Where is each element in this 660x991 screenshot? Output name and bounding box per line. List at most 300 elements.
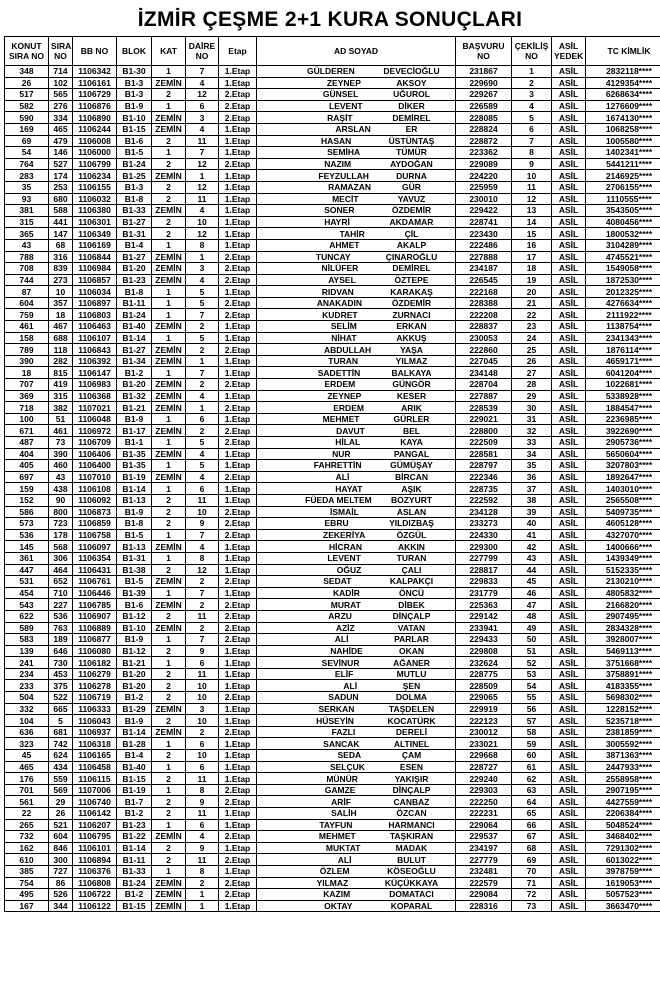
cell-blok: B1-31: [117, 228, 152, 240]
cell-sira-no: 73: [49, 437, 73, 449]
cell-konut-sira-no: 543: [5, 599, 49, 611]
cell-bb-no: 1106873: [73, 506, 117, 518]
table-row: [5, 471, 660, 483]
cell-kat: ZEMİN: [152, 425, 186, 437]
cell-etap: 2.Etap: [219, 263, 257, 275]
cell-sira-no: 118: [49, 344, 73, 356]
cell-etap: 1.Etap: [219, 738, 257, 750]
cell-tc-kimlik: 1403010****: [586, 483, 660, 495]
cell-blok: B1-38: [117, 564, 152, 576]
cell-ad-soyad: [257, 344, 456, 356]
table-row: [5, 367, 660, 379]
cell-asil-yedek: ASİL: [552, 865, 586, 877]
cell-asil-yedek: ASİL: [552, 831, 586, 843]
cell-sira-no: 559: [49, 773, 73, 785]
cell-konut-sira-no: 718: [5, 402, 49, 414]
cell-asil-yedek: ASİL: [552, 494, 586, 506]
cell-ad-soyad: [257, 599, 456, 611]
first-name: SELÇUK: [329, 761, 365, 772]
cell-daire-no: 11: [186, 773, 219, 785]
cell-konut-sira-no: 162: [5, 842, 49, 854]
cell-sira-no: 714: [49, 66, 73, 78]
cell-cekilis-no: 37: [512, 483, 552, 495]
table-row: [5, 158, 660, 170]
table-row: [5, 564, 660, 576]
table-row: [5, 842, 660, 854]
cell-konut-sira-no: 707: [5, 379, 49, 391]
first-name: RIDVAN: [321, 286, 354, 297]
first-name: ANAKADIN: [316, 298, 363, 309]
last-name: GÜRLER: [393, 414, 430, 425]
cell-sira-no: 569: [49, 784, 73, 796]
cell-daire-no: 4: [186, 274, 219, 286]
last-name: ÖZDEMİR: [391, 298, 432, 309]
table-row: [5, 135, 660, 147]
cell-basvuru-no: 227045: [456, 355, 512, 367]
cell-cekilis-no: 70: [512, 865, 552, 877]
cell-cekilis-no: 19: [512, 274, 552, 286]
cell-daire-no: 12: [186, 181, 219, 193]
cell-konut-sira-no: 139: [5, 645, 49, 657]
cell-bb-no: 1106349: [73, 228, 117, 240]
cell-blok: B1-3: [117, 77, 152, 89]
cell-konut-sira-no: 145: [5, 541, 49, 553]
cell-konut-sira-no: 517: [5, 89, 49, 101]
table-row: [5, 483, 660, 495]
cell-blok: B1-2: [117, 367, 152, 379]
cell-bb-no: 1106161: [73, 77, 117, 89]
cell-asil-yedek: ASİL: [552, 448, 586, 460]
cell-blok: B1-10: [117, 622, 152, 634]
last-name: ÖZTEPE: [394, 274, 429, 285]
table-row: [5, 239, 660, 251]
cell-bb-no: 1106758: [73, 529, 117, 541]
cell-kat: 1: [152, 437, 186, 449]
cell-sira-no: 357: [49, 297, 73, 309]
cell-asil-yedek: ASİL: [552, 738, 586, 750]
cell-asil-yedek: ASİL: [552, 77, 586, 89]
cell-tc-kimlik: 5057523****: [586, 889, 660, 901]
cell-etap: 1.Etap: [219, 216, 257, 228]
last-name: ÖNCÜ: [398, 588, 425, 599]
cell-daire-no: 12: [186, 564, 219, 576]
first-name: MEHMET: [318, 831, 356, 842]
last-name: VATAN: [397, 622, 426, 633]
cell-etap: 1.Etap: [219, 541, 257, 553]
first-name: FAHRETTİN: [313, 460, 362, 471]
cell-etap: 1.Etap: [219, 367, 257, 379]
cell-etap: 1.Etap: [219, 239, 257, 251]
table-row: [5, 112, 660, 124]
cell-asil-yedek: ASİL: [552, 552, 586, 564]
cell-konut-sira-no: 636: [5, 726, 49, 738]
cell-tc-kimlik: 4805832****: [586, 587, 660, 599]
table-row: [5, 610, 660, 622]
cell-asil-yedek: ASİL: [552, 181, 586, 193]
cell-ad-soyad: [257, 819, 456, 831]
cell-cekilis-no: 8: [512, 147, 552, 159]
cell-bb-no: 1107010: [73, 471, 117, 483]
cell-sira-no: 479: [49, 135, 73, 147]
cell-kat: 1: [152, 286, 186, 298]
cell-konut-sira-no: 233: [5, 680, 49, 692]
table-row: [5, 622, 660, 634]
cell-basvuru-no: 225959: [456, 181, 512, 193]
cell-sira-no: 464: [49, 564, 73, 576]
first-name: TURAN: [328, 356, 359, 367]
cell-basvuru-no: 228817: [456, 564, 512, 576]
cell-daire-no: 7: [186, 147, 219, 159]
cell-konut-sira-no: 69: [5, 135, 49, 147]
cell-konut-sira-no: 610: [5, 854, 49, 866]
cell-sira-no: 815: [49, 367, 73, 379]
cell-cekilis-no: 7: [512, 135, 552, 147]
cell-kat: ZEMİN: [152, 703, 186, 715]
cell-kat: 1: [152, 413, 186, 425]
cell-asil-yedek: ASİL: [552, 819, 586, 831]
cell-ad-soyad: [257, 367, 456, 379]
table-row: [5, 761, 660, 773]
cell-sira-no: 465: [49, 123, 73, 135]
cell-bb-no: 1106785: [73, 599, 117, 611]
cell-cekilis-no: 49: [512, 622, 552, 634]
cell-cekilis-no: 65: [512, 808, 552, 820]
cell-cekilis-no: 13: [512, 205, 552, 217]
cell-asil-yedek: ASİL: [552, 216, 586, 228]
cell-tc-kimlik: 2206384****: [586, 808, 660, 820]
cell-basvuru-no: 229433: [456, 634, 512, 646]
cell-daire-no: 5: [186, 437, 219, 449]
cell-kat: ZEMİN: [152, 274, 186, 286]
cell-sira-no: 26: [49, 808, 73, 820]
cell-blok: B1-5: [117, 576, 152, 588]
cell-kat: 1: [152, 66, 186, 78]
cell-tc-kimlik: 2558958****: [586, 773, 660, 785]
cell-tc-kimlik: 5650604****: [586, 448, 660, 460]
cell-asil-yedek: ASİL: [552, 842, 586, 854]
cell-ad-soyad: [257, 668, 456, 680]
cell-sira-no: 800: [49, 506, 73, 518]
cell-kat: 1: [152, 552, 186, 564]
first-name: HAYAT: [335, 483, 363, 494]
cell-konut-sira-no: 22: [5, 808, 49, 820]
cell-asil-yedek: ASİL: [552, 599, 586, 611]
table-row: [5, 309, 660, 321]
cell-bb-no: 1106392: [73, 355, 117, 367]
cell-tc-kimlik: 3871363****: [586, 750, 660, 762]
cell-daire-no: 6: [186, 483, 219, 495]
cell-asil-yedek: ASİL: [552, 750, 586, 762]
cell-kat: ZEMİN: [152, 471, 186, 483]
last-name: AKKUŞ: [396, 332, 427, 343]
cell-kat: ZEMİN: [152, 448, 186, 460]
cell-kat: ZEMİN: [152, 900, 186, 912]
cell-etap: 1.Etap: [219, 77, 257, 89]
cell-tc-kimlik: 1800532****: [586, 228, 660, 240]
cell-daire-no: 10: [186, 692, 219, 704]
cell-kat: 2: [152, 808, 186, 820]
cell-konut-sira-no: 369: [5, 390, 49, 402]
cell-blok: B1-27: [117, 251, 152, 263]
cell-kat: 2: [152, 610, 186, 622]
table-row: [5, 228, 660, 240]
first-name: SANCAK: [323, 738, 360, 749]
cell-daire-no: 1: [186, 355, 219, 367]
cell-kat: ZEMİN: [152, 355, 186, 367]
first-name: ELİF: [334, 669, 354, 680]
cell-kat: 2: [152, 216, 186, 228]
cell-etap: 1.Etap: [219, 819, 257, 831]
cell-basvuru-no: 226545: [456, 274, 512, 286]
last-name: DURNA: [396, 170, 427, 181]
cell-blok: B1-22: [117, 831, 152, 843]
cell-asil-yedek: ASİL: [552, 518, 586, 530]
cell-kat: ZEMİN: [152, 205, 186, 217]
cell-daire-no: 2: [186, 599, 219, 611]
cell-asil-yedek: ASİL: [552, 657, 586, 669]
cell-sira-no: 536: [49, 610, 73, 622]
cell-bb-no: 1106808: [73, 877, 117, 889]
last-name: PANGAL: [393, 448, 430, 459]
cell-sira-no: 441: [49, 216, 73, 228]
cell-kat: 2: [152, 750, 186, 762]
cell-ad-soyad: [257, 657, 456, 669]
cell-tc-kimlik: 4659171****: [586, 355, 660, 367]
cell-blok: B1-12: [117, 610, 152, 622]
table-row: [5, 147, 660, 159]
cell-basvuru-no: 231867: [456, 66, 512, 78]
cell-konut-sira-no: 697: [5, 471, 49, 483]
table-row: [5, 738, 660, 750]
cell-ad-soyad: [257, 332, 456, 344]
cell-tc-kimlik: 1138754****: [586, 321, 660, 333]
table-row: [5, 831, 660, 843]
cell-sira-no: 453: [49, 668, 73, 680]
cell-tc-kimlik: 3005592****: [586, 738, 660, 750]
cell-blok: B1-35: [117, 460, 152, 472]
cell-asil-yedek: ASİL: [552, 460, 586, 472]
first-name: SEMİHA: [327, 147, 361, 158]
cell-tc-kimlik: 1276609****: [586, 100, 660, 112]
cell-daire-no: 12: [186, 228, 219, 240]
cell-blok: B1-11: [117, 297, 152, 309]
cell-basvuru-no: 229142: [456, 610, 512, 622]
table-row: [5, 181, 660, 193]
cell-basvuru-no: 222231: [456, 808, 512, 820]
cell-basvuru-no: 233941: [456, 622, 512, 634]
last-name: DİKER: [398, 101, 425, 112]
cell-tc-kimlik: 1022681****: [586, 379, 660, 391]
cell-basvuru-no: 222579: [456, 877, 512, 889]
cell-etap: 2.Etap: [219, 297, 257, 309]
cell-tc-kimlik: 4745521****: [586, 251, 660, 263]
cell-bb-no: 1106278: [73, 680, 117, 692]
cell-bb-no: 1106380: [73, 205, 117, 217]
cell-etap: 2.Etap: [219, 251, 257, 263]
cell-basvuru-no: 233273: [456, 518, 512, 530]
cell-cekilis-no: 26: [512, 355, 552, 367]
cell-ad-soyad: [257, 402, 456, 414]
first-name: RAŞİT: [327, 112, 353, 123]
cell-sira-no: 253: [49, 181, 73, 193]
first-name: TUNCAY: [315, 251, 351, 262]
cell-blok: B1-40: [117, 321, 152, 333]
cell-basvuru-no: 224330: [456, 529, 512, 541]
cell-daire-no: 8: [186, 865, 219, 877]
table-row: [5, 274, 660, 286]
cell-blok: B1-14: [117, 842, 152, 854]
cell-sira-no: 51: [49, 413, 73, 425]
cell-cekilis-no: 73: [512, 900, 552, 912]
first-name: FEYZULLAH: [318, 170, 369, 181]
cell-daire-no: 11: [186, 668, 219, 680]
cell-tc-kimlik: 1228152****: [586, 703, 660, 715]
cell-etap: 2.Etap: [219, 471, 257, 483]
cell-ad-soyad: [257, 541, 456, 553]
cell-sira-no: 276: [49, 100, 73, 112]
cell-kat: 1: [152, 483, 186, 495]
cell-blok: B1-33: [117, 865, 152, 877]
cell-blok: B1-4: [117, 750, 152, 762]
cell-sira-no: 316: [49, 251, 73, 263]
cell-sira-no: 723: [49, 518, 73, 530]
first-name: OKTAY: [324, 901, 353, 912]
cell-cekilis-no: 48: [512, 610, 552, 622]
cell-bb-no: 1106719: [73, 692, 117, 704]
cell-kat: ZEMİN: [152, 379, 186, 391]
cell-tc-kimlik: 3758891****: [586, 668, 660, 680]
cell-blok: B1-35: [117, 448, 152, 460]
last-name: ER: [405, 124, 418, 135]
cell-kat: 2: [152, 181, 186, 193]
cell-konut-sira-no: 390: [5, 355, 49, 367]
cell-sira-no: 604: [49, 831, 73, 843]
cell-bb-no: 1106857: [73, 274, 117, 286]
cell-daire-no: 9: [186, 518, 219, 530]
last-name: MUTLU: [396, 669, 427, 680]
first-name: MECİT: [332, 193, 359, 204]
cell-konut-sira-no: 708: [5, 263, 49, 275]
cell-etap: 1.Etap: [219, 900, 257, 912]
table-row: [5, 657, 660, 669]
cell-tc-kimlik: 2146925****: [586, 170, 660, 182]
cell-ad-soyad: [257, 854, 456, 866]
cell-sira-no: 282: [49, 355, 73, 367]
last-name: CANBAZ: [393, 796, 430, 807]
cell-cekilis-no: 9: [512, 158, 552, 170]
cell-kat: ZEMİN: [152, 112, 186, 124]
cell-konut-sira-no: 159: [5, 483, 49, 495]
cell-basvuru-no: 228388: [456, 297, 512, 309]
first-name: MUKTAT: [325, 843, 361, 854]
cell-konut-sira-no: 332: [5, 703, 49, 715]
cell-konut-sira-no: 759: [5, 309, 49, 321]
cell-sira-no: 460: [49, 460, 73, 472]
cell-basvuru-no: 228775: [456, 668, 512, 680]
cell-blok: B1-7: [117, 796, 152, 808]
cell-basvuru-no: 228316: [456, 900, 512, 912]
cell-daire-no: 4: [186, 448, 219, 460]
cell-tc-kimlik: 1439349****: [586, 552, 660, 564]
table-row: [5, 437, 660, 449]
table-row: [5, 66, 660, 78]
cell-blok: B1-3: [117, 181, 152, 193]
cell-tc-kimlik: 2166820****: [586, 599, 660, 611]
cell-etap: 2.Etap: [219, 796, 257, 808]
cell-basvuru-no: 228539: [456, 402, 512, 414]
cell-sira-no: 839: [49, 263, 73, 275]
last-name: BOZYURT: [390, 495, 433, 506]
last-name: PARLAR: [394, 634, 429, 645]
cell-kat: ZEMİN: [152, 344, 186, 356]
table-row: [5, 506, 660, 518]
cell-tc-kimlik: 5698302****: [586, 692, 660, 704]
table-row: [5, 460, 660, 472]
cell-konut-sira-no: 26: [5, 77, 49, 89]
cell-daire-no: 2: [186, 877, 219, 889]
cell-etap: 1.Etap: [219, 135, 257, 147]
cell-bb-no: 1106301: [73, 216, 117, 228]
cell-bb-no: 1106008: [73, 135, 117, 147]
cell-bb-no: 1106092: [73, 494, 117, 506]
cell-blok: B1-20: [117, 668, 152, 680]
last-name: ÖZCAN: [396, 808, 427, 819]
last-name: KOPARAL: [390, 901, 433, 912]
cell-bb-no: 1106034: [73, 286, 117, 298]
cell-daire-no: 10: [186, 216, 219, 228]
cell-blok: B1-9: [117, 634, 152, 646]
cell-asil-yedek: ASİL: [552, 668, 586, 680]
first-name: GÜLDEREN: [307, 66, 355, 77]
cell-ad-soyad: [257, 66, 456, 78]
cell-ad-soyad: [257, 610, 456, 622]
header-tc-kimlik: TC KİMLİK: [586, 37, 660, 66]
cell-sira-no: 375: [49, 680, 73, 692]
cell-tc-kimlik: 1674130****: [586, 112, 660, 124]
cell-asil-yedek: ASİL: [552, 147, 586, 159]
table-row: [5, 321, 660, 333]
cell-basvuru-no: 222486: [456, 239, 512, 251]
cell-bb-no: 1106169: [73, 239, 117, 251]
cell-tc-kimlik: 1400666****: [586, 541, 660, 553]
last-name: ASLAN: [396, 506, 427, 517]
cell-konut-sira-no: 461: [5, 321, 49, 333]
cell-etap: 2.Etap: [219, 100, 257, 112]
cell-etap: 1.Etap: [219, 564, 257, 576]
cell-blok: B1-9: [117, 100, 152, 112]
cell-bb-no: 1106165: [73, 750, 117, 762]
cell-konut-sira-no: 582: [5, 100, 49, 112]
cell-cekilis-no: 57: [512, 715, 552, 727]
cell-tc-kimlik: 4276634****: [586, 297, 660, 309]
cell-konut-sira-no: 265: [5, 819, 49, 831]
cell-asil-yedek: ASİL: [552, 297, 586, 309]
cell-konut-sira-no: 764: [5, 158, 49, 170]
cell-daire-no: 5: [186, 286, 219, 298]
cell-bb-no: 1106795: [73, 831, 117, 843]
cell-etap: 2.Etap: [219, 784, 257, 796]
last-name: BEL: [403, 425, 420, 436]
cell-cekilis-no: 69: [512, 854, 552, 866]
header-konut-sira-no: KONUT SIRA NO: [5, 37, 49, 66]
cell-cekilis-no: 16: [512, 239, 552, 251]
cell-cekilis-no: 47: [512, 599, 552, 611]
cell-ad-soyad: [257, 622, 456, 634]
last-name: BULUT: [397, 854, 426, 865]
cell-konut-sira-no: 531: [5, 576, 49, 588]
cell-bb-no: 1106937: [73, 726, 117, 738]
cell-blok: B1-9: [117, 506, 152, 518]
